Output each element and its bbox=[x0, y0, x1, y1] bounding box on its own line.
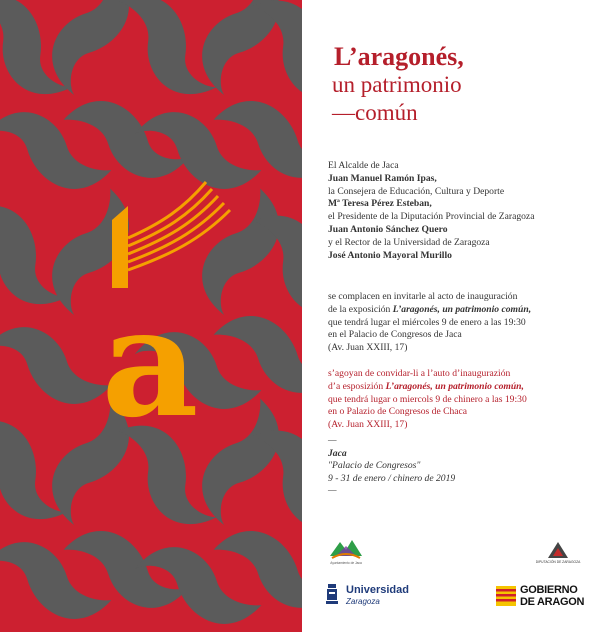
invitation-ar-line bbox=[328, 381, 527, 394]
universidad-name: Universidad bbox=[346, 584, 409, 596]
title-line-3: —común bbox=[332, 100, 418, 125]
authority-name: Juan Antonio Sánchez Quero bbox=[328, 223, 448, 235]
authority-line: el Presidente de la Diputación Provincial de Zaragoza bbox=[328, 211, 535, 223]
invitation-es-line: (Av. Juan XXIII, 17) bbox=[328, 342, 408, 354]
invitation-es-line: en el Palacio de Congresos de Jaca bbox=[328, 329, 462, 341]
footer-dash: — bbox=[328, 435, 337, 446]
authority-line: El Alcalde de Jaca bbox=[328, 160, 399, 171]
svg-text:a: a bbox=[101, 275, 199, 451]
invitation-es-line: se complacen en invitarle al acto de inauguración bbox=[328, 291, 518, 302]
authority-name: José Antonio Mayoral Murillo bbox=[328, 249, 452, 261]
invitation-es-prefix: de la exposición bbox=[328, 303, 393, 315]
authority-name: Mª Teresa Pérez Esteban, bbox=[328, 198, 432, 210]
diputacion-caption: DIPUTACIÓN DE ZARAGOZA bbox=[535, 560, 581, 564]
authority-name: Juan Manuel Ramón Ipas, bbox=[328, 172, 437, 184]
aragon-text: DE ARAGON bbox=[520, 596, 585, 608]
authority-line: y el Rector de la Universidad de Zaragoza bbox=[328, 236, 490, 248]
event-city: Jaca bbox=[328, 447, 347, 459]
invitation-ar-line: s’agoyan de convidar-li a l’auto d’inaugurazión bbox=[328, 368, 511, 379]
event-footer bbox=[328, 435, 455, 498]
aragon-flag-icon bbox=[496, 586, 516, 606]
invitation-es-line bbox=[328, 304, 531, 317]
exhibition-title-es: L’aragonés, un patrimonio común, bbox=[392, 303, 532, 315]
invitation-spanish bbox=[328, 291, 531, 355]
universidad-logo bbox=[326, 582, 416, 608]
invitation-ar-prefix: d’a esposizión bbox=[328, 380, 386, 392]
gobierno-aragon-logo bbox=[496, 584, 592, 610]
title-line-2: un patrimonio bbox=[332, 72, 462, 97]
footer-dash-end: — bbox=[328, 485, 337, 497]
exhibition-title-ar: L’aragonés, un patrimonio común, bbox=[385, 380, 524, 392]
invitation-aragonese bbox=[328, 368, 527, 432]
invitation-text-panel bbox=[302, 0, 600, 632]
title-line-1: L’aragonés, bbox=[334, 42, 464, 71]
universidad-shield-icon bbox=[326, 584, 338, 606]
invitation-ar-line: que tendrá lugar o miercols 9 de chinero a las 19:30 bbox=[328, 393, 527, 405]
jaca-logo bbox=[326, 536, 366, 566]
invitation-es-line: que tendrá lugar el miércoles 9 de enero a las 19:30 bbox=[328, 316, 526, 328]
jaca-logo-caption: Ayuntamiento de Jaca bbox=[330, 561, 362, 565]
diputacion-logo bbox=[535, 540, 581, 564]
universidad-city: Zaragoza bbox=[346, 597, 380, 606]
event-dates: 9 - 31 de enero / chinero de 2019 bbox=[328, 472, 456, 484]
event-venue: "Palacio de Congresos" bbox=[328, 460, 421, 472]
invitation-ar-line: en o Palazio de Congresos de Chaca bbox=[328, 406, 468, 418]
authority-line: la Consejera de Educación, Cultura y Deporte bbox=[328, 185, 505, 197]
gobierno-text: GOBIERNO bbox=[520, 584, 578, 596]
authorities-list bbox=[328, 160, 534, 262]
invitation-ar-line: (Av. Juan XXIII, 17) bbox=[328, 419, 408, 431]
